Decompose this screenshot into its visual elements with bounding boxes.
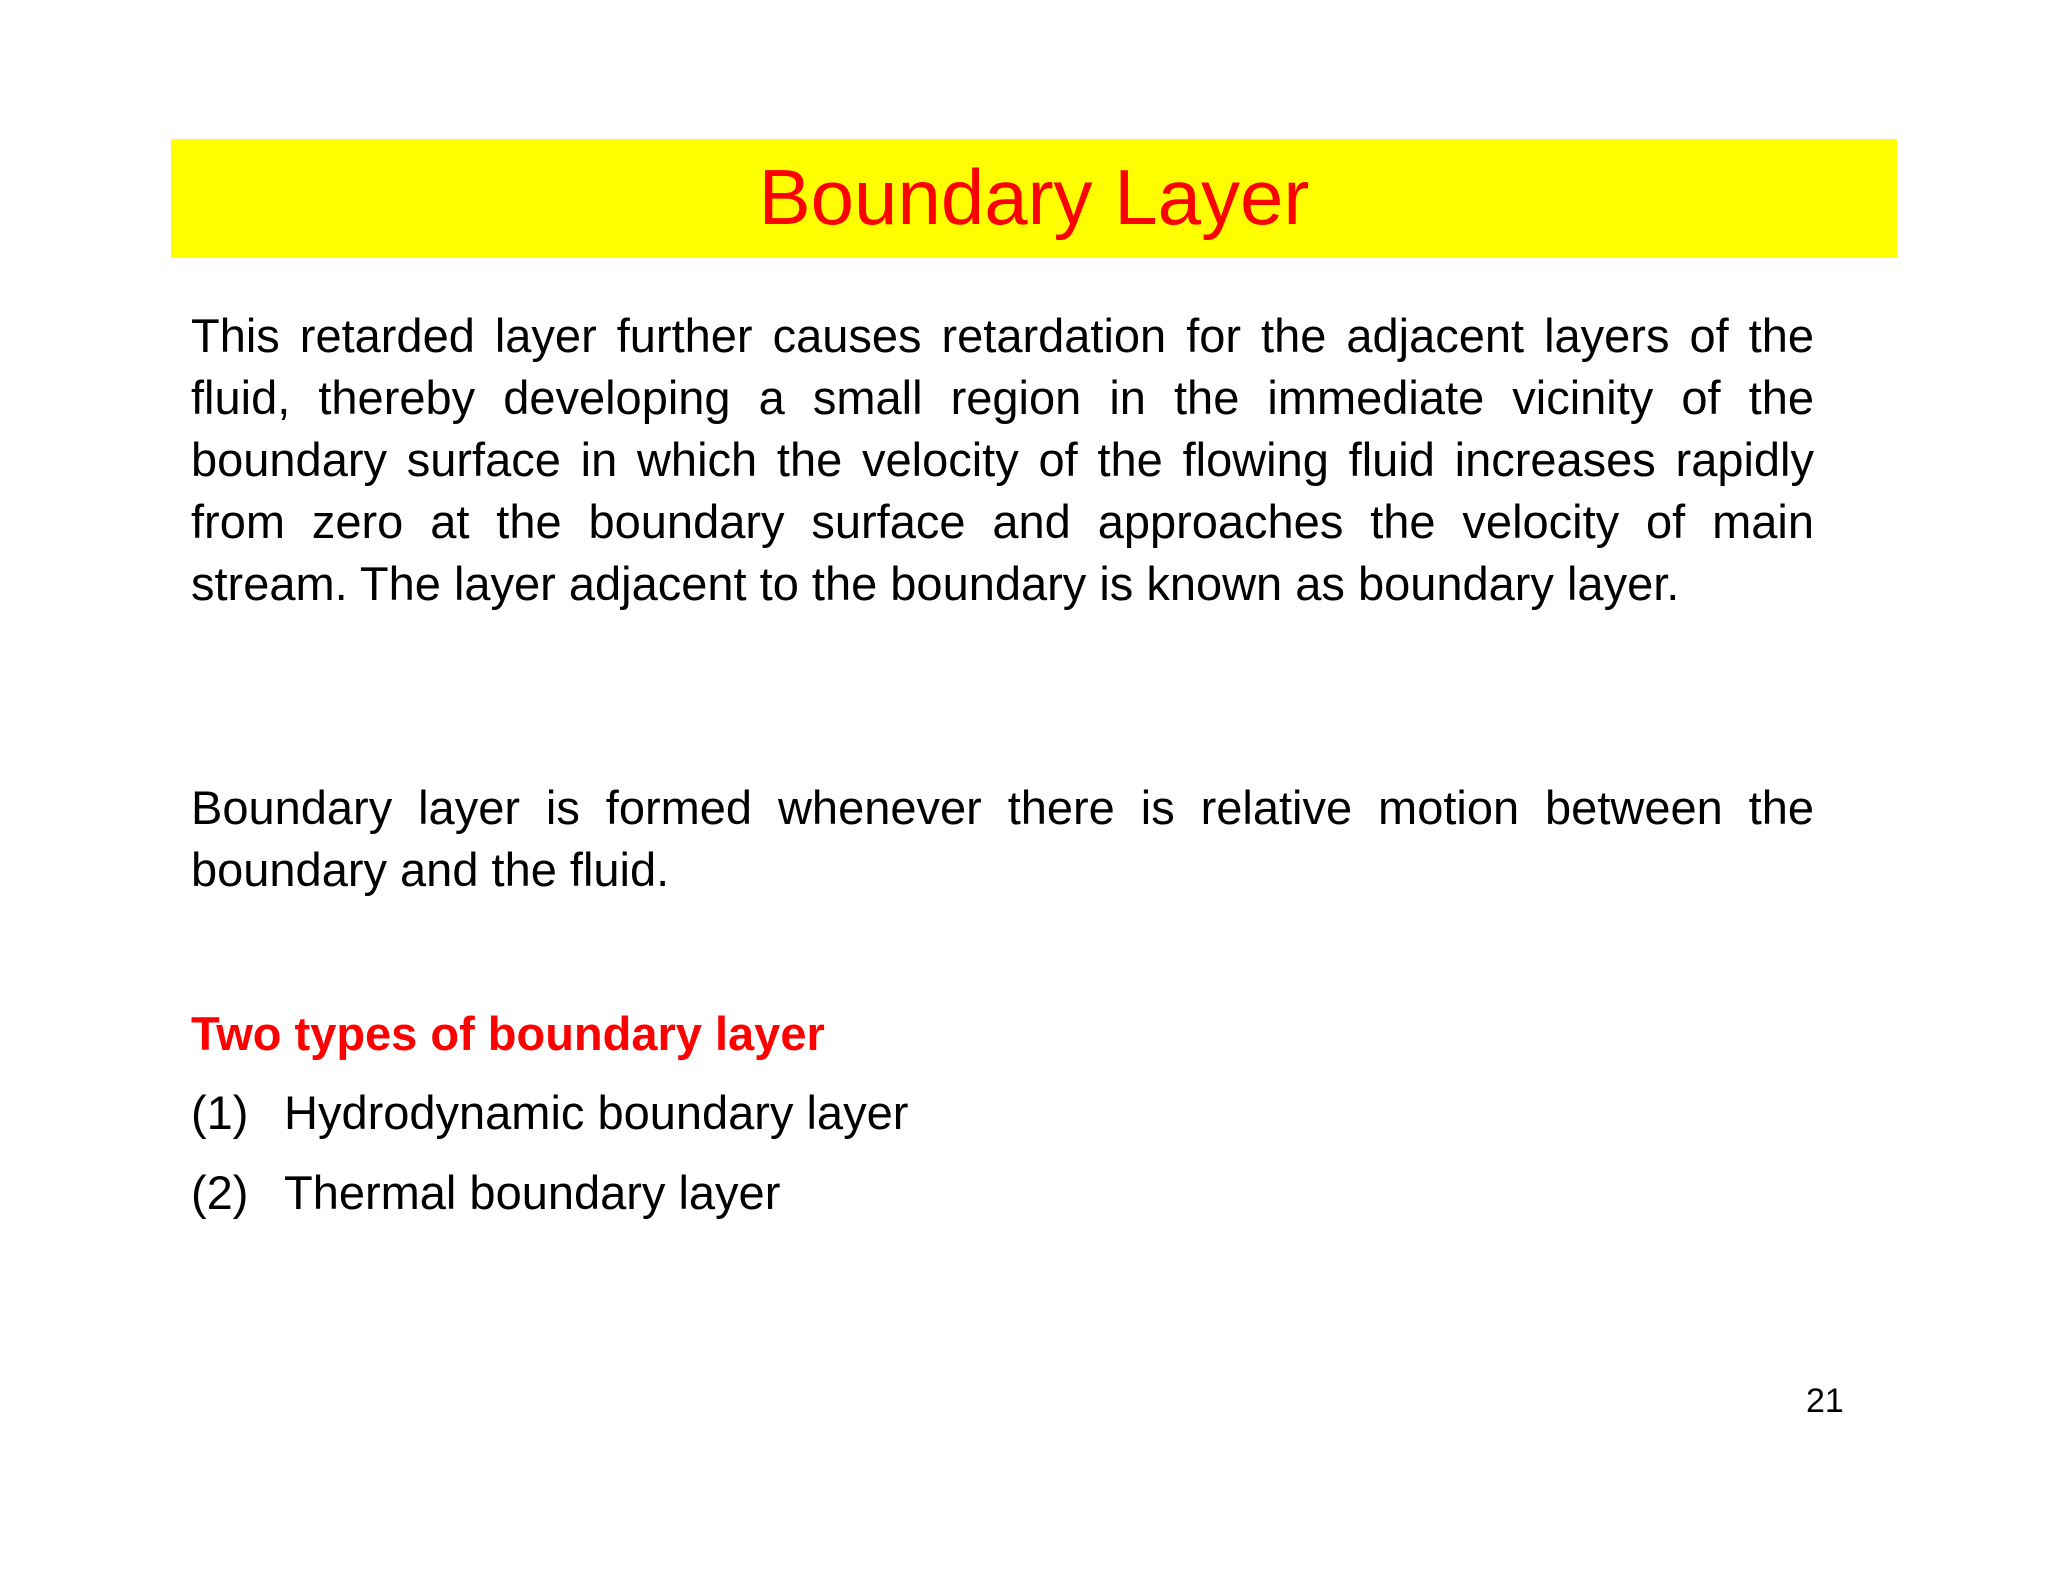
- list-item-text: Hydrodynamic boundary layer: [284, 1086, 909, 1139]
- list-item-text: Thermal boundary layer: [284, 1166, 781, 1219]
- paragraph-boundary-layer-formation: Boundary layer is formed whenever there is relative motion between the boundary and the fluid.: [191, 781, 1814, 896]
- list-item-number: (1): [191, 1086, 249, 1139]
- slide-title: Boundary Layer: [758, 152, 1310, 241]
- types-subheading: Two types of boundary layer: [191, 1007, 825, 1060]
- title-banner: [171, 139, 1897, 258]
- list-item-number: (2): [191, 1166, 249, 1219]
- boundary-layer-types-list: [191, 1082, 908, 1242]
- paragraph-boundary-layer-definition: This retarded layer further causes retardation for the adjacent layers of the fluid, thereby developing a small region in the immediate vicinity of the boundary surface in which the velocity of the flowing fluid increases rapidly from zero at the boundary surface and approaches the velocity of main stream. The layer adjacent to the boundary is known as boundary layer.: [191, 309, 1814, 610]
- page-number: 21: [1806, 1382, 1844, 1420]
- list-item: [191, 1082, 908, 1144]
- list-item: [191, 1162, 908, 1224]
